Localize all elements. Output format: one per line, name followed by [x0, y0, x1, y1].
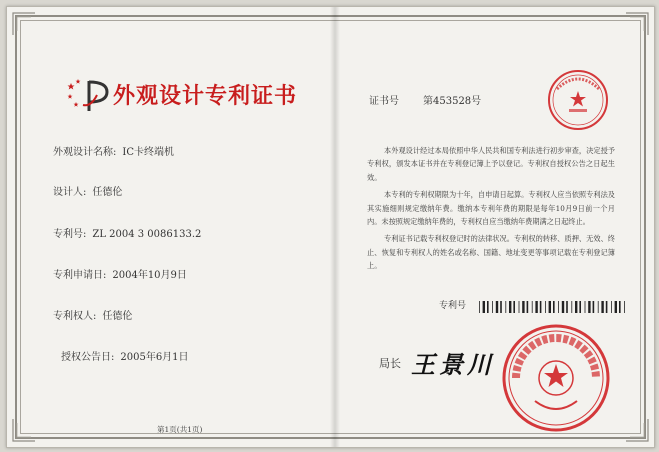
designer-row: [53, 183, 122, 198]
certificate-body: [367, 144, 615, 277]
barcode: [479, 298, 629, 310]
filing-date-row: [53, 266, 187, 281]
stamp-tax-seal-icon: [547, 69, 609, 131]
certificate-number-value: 第453528号: [423, 96, 482, 107]
patentee-label: 专利权人:: [53, 311, 97, 322]
corner-ornament: [624, 11, 650, 37]
patent-number-barcode-label: 专利号: [439, 301, 467, 311]
design-name-value: IC卡终端机: [122, 147, 174, 158]
designer-label: 设计人:: [53, 187, 87, 198]
page-footer: 第1页(共1页): [157, 425, 203, 434]
certificate-number: [369, 92, 481, 107]
director-label: 局长: [379, 357, 401, 370]
director-signature: 王景川: [411, 350, 495, 379]
corner-ornament: [11, 11, 37, 37]
patent-office-logo-icon: [67, 77, 111, 113]
grant-date-label: 授权公告日:: [61, 352, 115, 363]
official-seal-icon: [501, 323, 611, 433]
filing-date-label: 专利申请日:: [53, 270, 107, 281]
center-fold: [330, 7, 340, 447]
body-paragraph-2: 本专利的专利权期限为十年，自申请日起算。专利权人应当依照专利法及其实施细则规定缴纳年费。缴纳本专利年费的期限是每年10月9日前一个月内。未按照规定缴纳年费的，专利权自应当缴纳年费期满之日起终止。: [367, 190, 615, 227]
body-paragraph-3: 专利证书记载专利权登记时的法律状况。专利权的转移、质押、无效、终止、恢复和专利权人的姓名或名称、国籍、地址变更等事项记载在专利登记簿上。: [367, 234, 615, 271]
design-name-row: [53, 143, 174, 158]
patentee-row: [53, 307, 132, 322]
certificate-number-label: 证书号: [369, 96, 399, 107]
patent-certificate: [6, 6, 655, 448]
patent-number-row: [53, 225, 201, 240]
corner-ornament: [624, 417, 650, 443]
corner-ornament: [11, 417, 37, 443]
page-title: 外观设计专利证书: [113, 84, 298, 109]
design-name-label: 外观设计名称:: [53, 147, 117, 158]
patent-number-value: ZL 2004 3 0086133.2: [92, 229, 202, 240]
grant-date-row: [61, 348, 189, 363]
grant-date-value: 2005年6月1日: [120, 352, 189, 363]
filing-date-value: 2004年10月9日: [112, 270, 187, 281]
body-paragraph-1: 本外观设计经过本局依照中华人民共和国专利法进行初步审查，决定授予专利权，颁发本证书并在专利登记簿上予以登记。专利权自授权公告之日起生效。: [367, 146, 615, 182]
patent-number-label: 专利号:: [53, 229, 87, 240]
patentee-value: 任德伦: [102, 311, 133, 322]
designer-value: 任德伦: [92, 187, 123, 198]
